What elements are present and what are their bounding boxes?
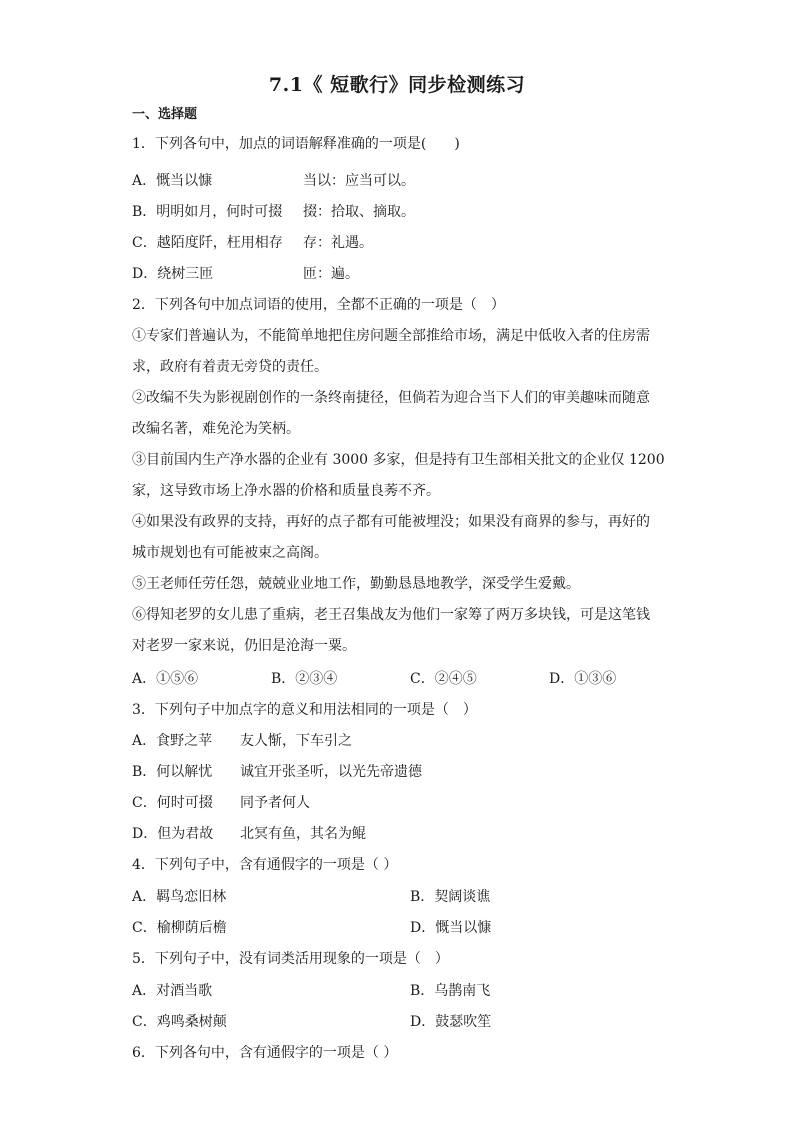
document-title: 7.1《 短歌行》同步检测练习: [268, 74, 526, 96]
q2-item-line: ⑥得知老罗的女儿患了重病，老王召集战友为他们一家筹了两万多块钱，可是这笔钱: [132, 607, 650, 623]
q2-item-line: 家，这导致市场上净水器的价格和质量良莠不齐。: [132, 483, 440, 499]
q4-option-a: A．羁鸟恋旧林: [132, 889, 227, 905]
q2-item-line: ③目前国内生产净水器的企业有 3000 多家，但是持有卫生部相关批文的企业仅 1200: [132, 452, 665, 468]
q1-option-d: D．绕树三匝: [132, 266, 214, 282]
q1-option-d-gloss: 匝：遍。: [303, 266, 359, 282]
question-1-stem: 1．下列各句中，加点的词语解释准确的一项是( ): [132, 136, 460, 152]
q4-option-d: D．慨当以慷: [410, 920, 492, 936]
q1-option-b: B．明明如月，何时可掇: [132, 204, 283, 220]
q2-option-a: A．①⑤⑥: [132, 671, 199, 687]
q2-item-line: ⑤王老师任劳任怨，兢兢业业地工作，勤勤恳恳地教学，深受学生爱戴。: [132, 576, 580, 592]
q1-option-c-gloss: 存：礼遇。: [303, 235, 373, 251]
q2-option-d: D．①③⑥: [549, 671, 617, 687]
q2-item-line: 求，政府有着责无旁贷的责任。: [132, 359, 328, 375]
q3-option-a: A．食野之苹: [132, 733, 213, 749]
q3-option-a-compare: 友人惭，下车引之: [240, 733, 352, 749]
q2-option-c: C．②④⑤: [410, 671, 477, 687]
q5-option-d: D．鼓瑟吹笙: [410, 1014, 492, 1030]
q4-option-c: C．榆柳荫后檐: [132, 920, 227, 936]
q5-option-b: B．乌鹊南飞: [410, 983, 491, 999]
q2-item-line: ②改编不失为影视剧创作的一条终南捷径，但倘若为迎合当下人们的审美趣味而随意: [132, 390, 650, 406]
q2-item-line: ①专家们普遍认为，不能简单地把住房问题全部推给市场，满足中低收入者的住房需: [132, 328, 650, 344]
question-4-stem: 4．下列句子中，含有通假字的一项是（ ）: [132, 857, 398, 873]
q3-option-d: D．但为君故: [132, 826, 214, 842]
q2-option-b: B．②③④: [271, 671, 338, 687]
question-5-stem: 5．下列句子中，没有词类活用现象的一项是（ ）: [132, 951, 449, 967]
q3-option-b-compare: 诚宜开张圣听，以光先帝遗德: [240, 764, 422, 780]
q3-option-c-compare: 同予者何人: [240, 795, 310, 811]
q1-option-a-gloss: 当以：应当可以。: [303, 173, 415, 189]
q5-option-c: C．鸡鸣桑树颠: [132, 1014, 227, 1030]
q5-option-a: A．对酒当歌: [132, 983, 213, 999]
q2-item-line: 对老罗一家来说，仍旧是沧海一粟。: [132, 638, 356, 654]
q3-option-d-compare: 北冥有鱼，其名为鲲: [240, 826, 366, 842]
q2-item-line: 城市规划也有可能被束之高阁。: [132, 545, 328, 561]
question-2-stem: 2．下列各句中加点词语的使用，全都不正确的一项是（ ）: [132, 297, 505, 313]
q3-option-c: C．何时可掇: [132, 795, 213, 811]
section-heading: 一、选择题: [132, 107, 198, 122]
q3-option-b: B．何以解忧: [132, 764, 213, 780]
question-6-stem: 6．下列各句中，含有通假字的一项是（ ）: [132, 1045, 398, 1061]
q2-item-line: ④如果没有政界的支持，再好的点子都有可能被埋没；如果没有商界的参与，再好的: [132, 514, 650, 530]
question-3-stem: 3．下列句子中加点字的意义和用法相同的一项是（ ）: [132, 702, 477, 718]
q1-option-a: A．慨当以慷: [132, 173, 213, 189]
q4-option-b: B．契阔谈谯: [410, 889, 491, 905]
q1-option-b-gloss: 掇：拾取、摘取。: [303, 204, 415, 220]
q1-option-c: C．越陌度阡，枉用相存: [132, 235, 283, 251]
q2-item-line: 改编名著，难免沦为笑柄。: [132, 421, 300, 437]
